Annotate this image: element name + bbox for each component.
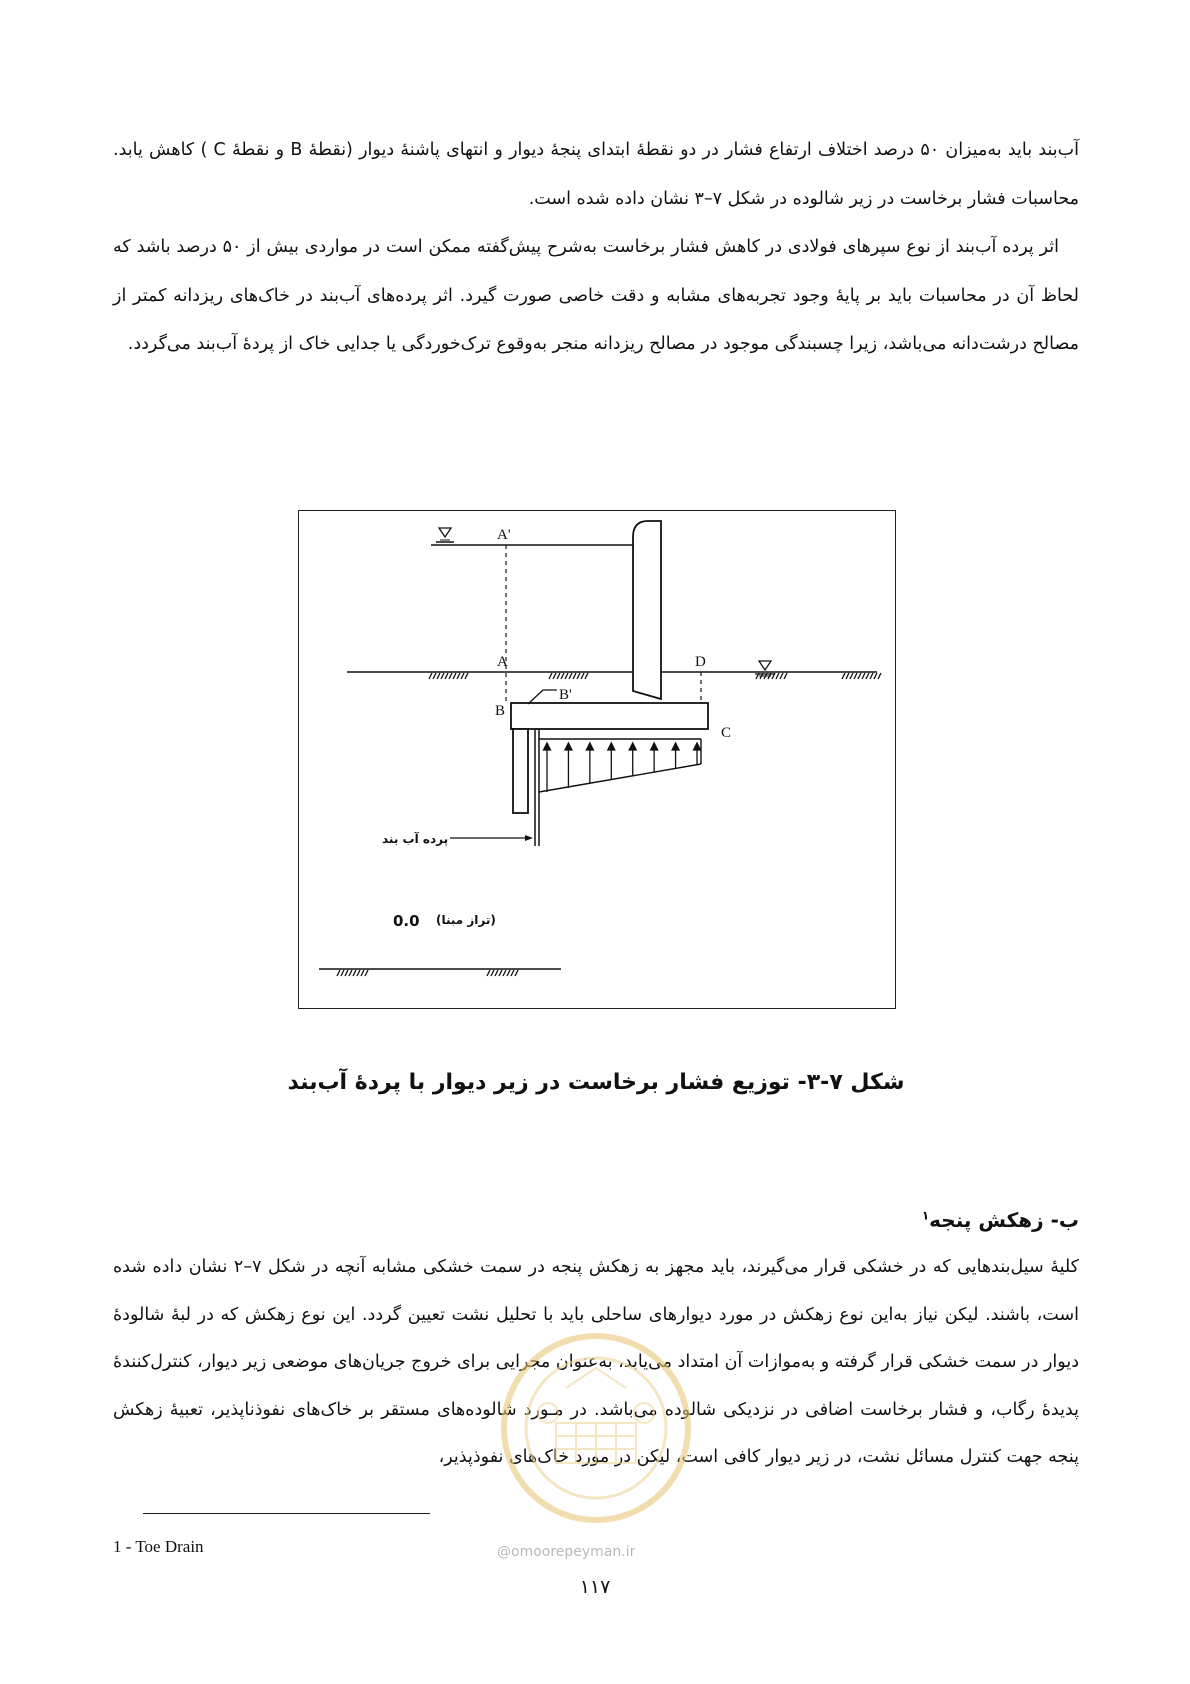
label-d: D — [695, 654, 706, 670]
retaining-wall — [511, 521, 708, 813]
uplift-arrow-head — [651, 743, 658, 750]
uplift-arrow-head — [544, 743, 551, 750]
uplift-arrow-head — [586, 743, 593, 750]
heading-footnote-mark: ۱ — [921, 1208, 930, 1223]
watermark-text: @omoorepeyman.ir — [497, 1544, 636, 1560]
label-b: B — [495, 703, 506, 719]
uplift-arrow-head — [694, 743, 701, 750]
label-c: C — [721, 725, 732, 741]
uplift-arrow-head — [672, 743, 679, 750]
heading-text: ب- زهکش پنجه — [929, 1208, 1079, 1232]
footnote: 1 - Toe Drain — [113, 1537, 204, 1556]
uplift-arrow-head — [629, 743, 636, 750]
footnote-divider — [143, 1513, 430, 1514]
figure-uplift-diagram — [298, 510, 896, 1009]
label-cutoff: پرده آب بند — [382, 832, 449, 846]
paragraph-group-top — [113, 126, 1079, 369]
uplift-arrow-head — [565, 743, 572, 750]
label-datum-value: 0.0 — [393, 912, 420, 930]
paragraph-1: آب‌بند باید به‌میزان ۵۰ درصد اختلاف ارتفاع فشار در دو نقطهٔ ابتدای پنجهٔ دیوار و انتهای پاشنهٔ دیوار (نقطهٔ B و نقطهٔ C ) کاهش یابد. محاسبات فشار برخاست در زیر شالوده در شکل ۷–۳ نشان داده شده است. — [113, 140, 1080, 209]
watermark-seal-logo — [496, 1328, 696, 1528]
label-datum: (تراز مبنا) — [436, 913, 496, 927]
uplift-arrow-head — [608, 743, 615, 750]
section-heading — [922, 1208, 1079, 1232]
water-table-left — [431, 528, 633, 545]
figure-svg — [299, 511, 895, 1008]
figure-caption: شکل ۷-۳- توزیع فشار برخاست در زیر دیوار با پردهٔ آب‌بند — [287, 1070, 905, 1095]
paragraph-3: کلیهٔ سیل‌بندهایی که در خشکی قرار می‌گیرند، باید مجهز به زهکش پنجه در سمت خشکی مشابه آنچه در شکل ۷–۲ نشان داده شده است، باشند. لیکن نیاز به‌این نوع زهکش در مورد دیوارهای ساحلی باید با تحلیل نشت تعیین گردد. این نوع زهکش که در لبهٔ شالودهٔ دیوار در سمت خشکی قرار گرفته و به‌موازات آن امتداد می‌یابد، به‌عنوان مجرایی برای خروج جریان‌های موضعی زیر دیوار، کنترل‌کنندهٔ پدیدهٔ رگاب، و فشار برخاست اضافی در نزدیکی شالوده می‌باشد. در مـورد شالوده‌های مستقر بر خاک‌های نفوذناپذیر، تعبیهٔ زهکش پنجه جهت کنترل مسائل نشت، در زیر دیوار کافی است، لیکن در مورد خاک‌های نفوذپذیر، — [113, 1257, 1079, 1467]
cutoff-curtain — [535, 729, 539, 846]
label-b-prime: B' — [559, 687, 572, 703]
page-number: ۱۱۷ — [579, 1576, 611, 1598]
label-a: A — [497, 654, 508, 670]
paragraph-2: اثر پرده آب‌بند از نوع سپرهای فولادی در کاهش فشار برخاست به‌شرح پیش‌گفته ممکن است در مواردی بیش از ۵۰ درصد باشد که لحاظ آن در محاسبات باید بر پایهٔ وجود تجربه‌های مشابه و دقت خاصی صورت گیرد. اثر پرده‌های آب‌بند در خاک‌های ریزدانه کمتر از مصالح درشت‌دانه می‌باشد، زیرا چسبندگی موجود در مصالح ریزدانه منجر به‌وقوع ترک‌خوردگی یا جدایی خاک از پردهٔ آب‌بند می‌گردد. — [113, 237, 1079, 354]
label-a-prime: A' — [497, 527, 511, 543]
dashed-verticals — [506, 545, 701, 702]
water-table-right — [755, 661, 775, 676]
